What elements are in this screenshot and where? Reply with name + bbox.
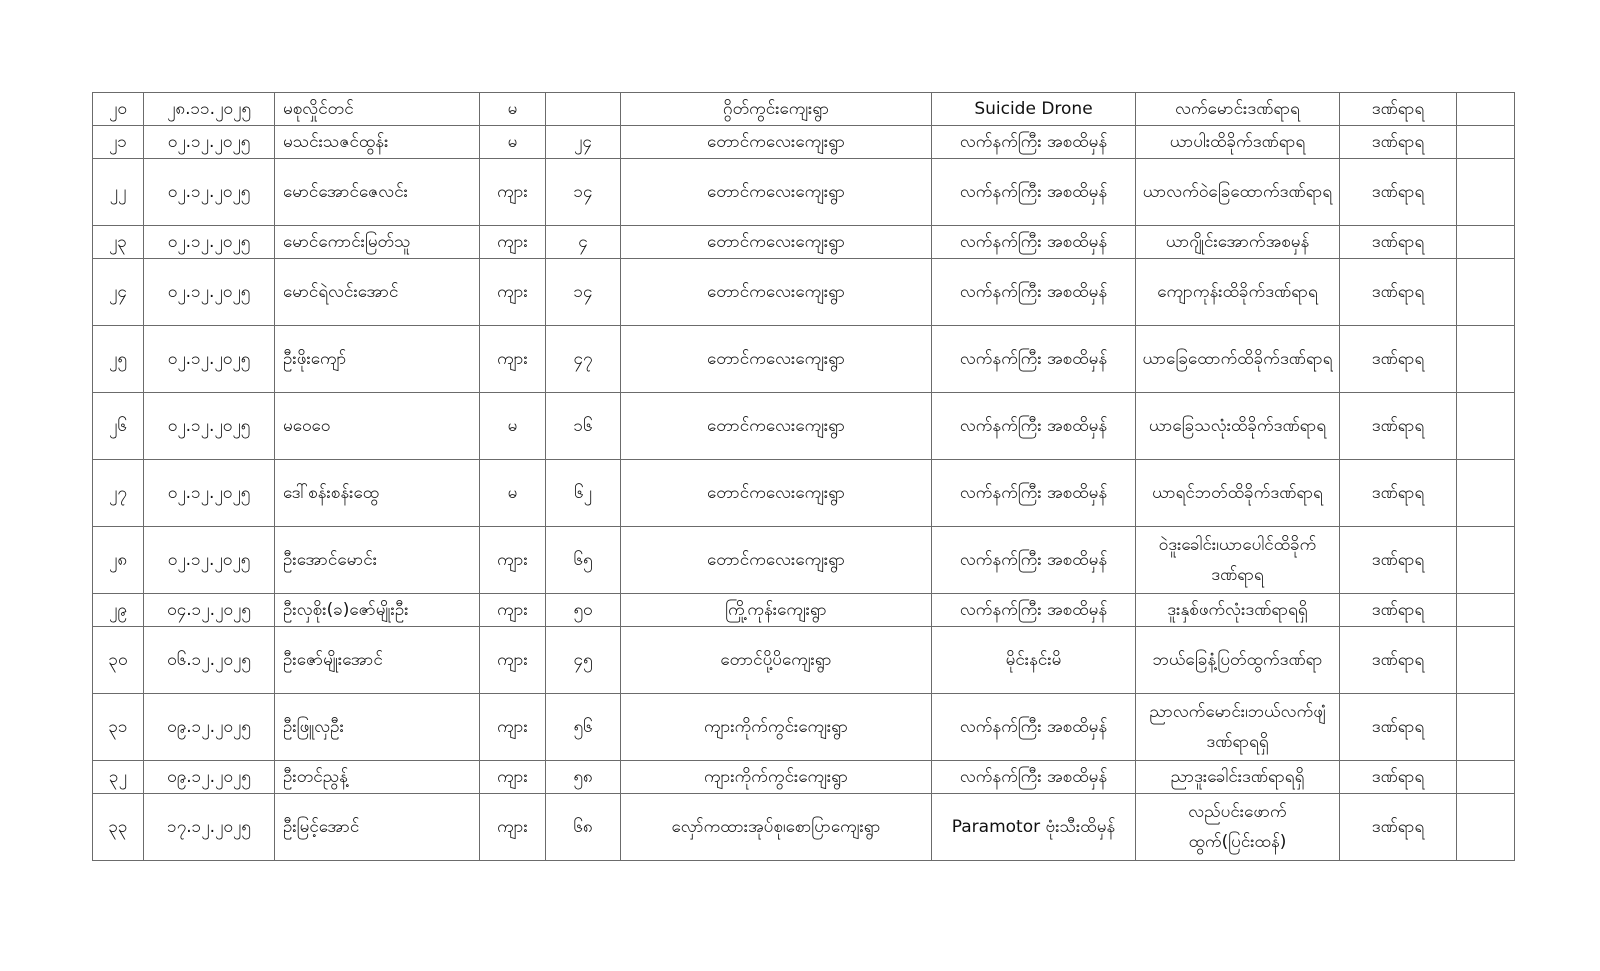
cell-injury-location: ဒူးနှစ်ဖက်လုံးဒဏ်ရာရရှိ: [1136, 594, 1340, 627]
cell-injury-location: ယာဂျိုင်းအောက်အစမှန်: [1136, 226, 1340, 259]
cell-number: ၃၂: [93, 761, 144, 794]
cell-name: ဦးအောင်မောင်း: [275, 527, 480, 594]
cell-age: ၄၇: [546, 326, 621, 393]
cell-date: ၀၂.၁၂.၂၀၂၅: [144, 259, 275, 326]
cell-status: ဒဏ်ရာရ: [1340, 259, 1457, 326]
table-row: [93, 159, 1515, 226]
cell-sex: မ: [480, 393, 546, 460]
cell-date: ၀၂.၁၂.၂၀၂၅: [144, 460, 275, 527]
cell-remarks: [1457, 93, 1515, 126]
cell-date: ၁၇.၁၂.၂၀၂၅: [144, 794, 275, 861]
cell-remarks: [1457, 627, 1515, 694]
cell-sex: မ: [480, 126, 546, 159]
table-row: [93, 527, 1515, 594]
cell-date: ၀၂.၁၂.၂၀၂၅: [144, 226, 275, 259]
cell-status: ဒဏ်ရာရ: [1340, 627, 1457, 694]
cell-weapon: လက်နက်ကြီး အစထိမှန်: [932, 259, 1136, 326]
cell-remarks: [1457, 226, 1515, 259]
cell-name: မစုလှိုင်တင်: [275, 93, 480, 126]
cell-status: ဒဏ်ရာရ: [1340, 159, 1457, 226]
table-row: [93, 460, 1515, 527]
cell-date: ၀၄.၁၂.၂၀၂၅: [144, 594, 275, 627]
cell-sex: ကျား: [480, 694, 546, 761]
cell-status: ဒဏ်ရာရ: [1340, 794, 1457, 861]
cell-date: ၀၂.၁၂.၂၀၂၅: [144, 326, 275, 393]
cell-date: ၀၂.၁၂.၂၀၂၅: [144, 393, 275, 460]
cell-weapon: Paramotor ဗုံးသီးထိမှန်: [932, 794, 1136, 861]
cell-injury-location: ယာပါးထိခိုက်ဒဏ်ရာရ: [1136, 126, 1340, 159]
cell-weapon: လက်နက်ကြီး အစထိမှန်: [932, 393, 1136, 460]
cell-village: ကျားကိုက်ကွင်းကျေးရွာ: [621, 761, 932, 794]
cell-injury-location: လည်ပင်းဖောက်ထွက်(ပြင်းထန်): [1136, 794, 1340, 861]
table-row: [93, 326, 1515, 393]
cell-age: ၁၄: [546, 259, 621, 326]
cell-number: ၂၅: [93, 326, 144, 393]
cell-number: ၃၀: [93, 627, 144, 694]
cell-age: [546, 93, 621, 126]
cell-date: ၂၈.၁၁.၂၀၂၅: [144, 93, 275, 126]
cell-age: ၁၆: [546, 393, 621, 460]
cell-number: ၂၆: [93, 393, 144, 460]
cell-name: ဦးလှစိုး(ခ)ဇော်မျိုးဦး: [275, 594, 480, 627]
cell-sex: ကျား: [480, 794, 546, 861]
table-row: [93, 93, 1515, 126]
cell-village: ဂွိတ်ကွင်းကျေးရွာ: [621, 93, 932, 126]
cell-age: ၆၂: [546, 460, 621, 527]
cell-village: တောင်ကလေးကျေးရွာ: [621, 226, 932, 259]
cell-injury-location: ကျောကုန်းထိခိုက်ဒဏ်ရာရ: [1136, 259, 1340, 326]
cell-name: မောင်အောင်ဇေလင်း: [275, 159, 480, 226]
table-row: [93, 694, 1515, 761]
cell-remarks: [1457, 594, 1515, 627]
casualty-table: [92, 92, 1515, 861]
cell-weapon: လက်နက်ကြီး အစထိမှန်: [932, 694, 1136, 761]
cell-remarks: [1457, 259, 1515, 326]
cell-village: တောင်ကလေးကျေးရွာ: [621, 393, 932, 460]
cell-weapon: လက်နက်ကြီး အစထိမှန်: [932, 126, 1136, 159]
cell-date: ၀၉.၁၂.၂၀၂၅: [144, 694, 275, 761]
cell-number: ၂၇: [93, 460, 144, 527]
cell-remarks: [1457, 761, 1515, 794]
cell-sex: ကျား: [480, 627, 546, 694]
cell-remarks: [1457, 460, 1515, 527]
cell-injury-location: ညာဒူးခေါင်းဒဏ်ရာရရှိ: [1136, 761, 1340, 794]
cell-injury-location: လက်မောင်းဒဏ်ရာရ: [1136, 93, 1340, 126]
cell-name: ဦးဖိုးကျော်: [275, 326, 480, 393]
table-row: [93, 393, 1515, 460]
cell-weapon: လက်နက်ကြီး အစထိမှန်: [932, 761, 1136, 794]
cell-remarks: [1457, 126, 1515, 159]
cell-remarks: [1457, 393, 1515, 460]
cell-name: ဦးမြင့်အောင်: [275, 794, 480, 861]
cell-remarks: [1457, 326, 1515, 393]
cell-sex: ကျား: [480, 226, 546, 259]
cell-age: ၅၈: [546, 761, 621, 794]
cell-name: မောင်ရဲလင်းအောင်: [275, 259, 480, 326]
cell-remarks: [1457, 159, 1515, 226]
cell-sex: မ: [480, 93, 546, 126]
cell-status: ဒဏ်ရာရ: [1340, 226, 1457, 259]
cell-name: မဝေဝေ: [275, 393, 480, 460]
table-row: [93, 761, 1515, 794]
cell-number: ၃၃: [93, 794, 144, 861]
cell-status: ဒဏ်ရာရ: [1340, 126, 1457, 159]
cell-status: ဒဏ်ရာရ: [1340, 460, 1457, 527]
cell-injury-location: ယာခြေသလုံးထိခိုက်ဒဏ်ရာရ: [1136, 393, 1340, 460]
cell-weapon: လက်နက်ကြီး အစထိမှန်: [932, 527, 1136, 594]
cell-village: တောင်ပို့ပိကျေးရွာ: [621, 627, 932, 694]
cell-status: ဒဏ်ရာရ: [1340, 594, 1457, 627]
cell-weapon: မိုင်းနင်းမိ: [932, 627, 1136, 694]
cell-number: ၂၄: [93, 259, 144, 326]
cell-sex: ကျား: [480, 527, 546, 594]
table-row: [93, 794, 1515, 861]
cell-age: ၆၈: [546, 794, 621, 861]
cell-date: ၀၂.၁၂.၂၀၂၅: [144, 159, 275, 226]
cell-date: ၀၂.၁၂.၂၀၂၅: [144, 126, 275, 159]
cell-status: ဒဏ်ရာရ: [1340, 694, 1457, 761]
cell-status: ဒဏ်ရာရ: [1340, 93, 1457, 126]
cell-name: ဦးဇော်မျိုးအောင်: [275, 627, 480, 694]
cell-village: တောင်ကလေးကျေးရွာ: [621, 159, 932, 226]
cell-date: ၀၆.၁၂.၂၀၂၅: [144, 627, 275, 694]
cell-injury-location: ဘယ်ခြေနံ့ပြတ်ထွက်ဒဏ်ရာ: [1136, 627, 1340, 694]
cell-weapon: လက်နက်ကြီး အစထိမှန်: [932, 326, 1136, 393]
cell-village: ကျားကိုက်ကွင်းကျေးရွာ: [621, 694, 932, 761]
table-row: [93, 594, 1515, 627]
cell-sex: ကျား: [480, 159, 546, 226]
cell-village: ကြို့ကုန်းကျေးရွာ: [621, 594, 932, 627]
table-body: [93, 93, 1515, 861]
cell-age: ၄: [546, 226, 621, 259]
cell-age: ၄၅: [546, 627, 621, 694]
cell-remarks: [1457, 527, 1515, 594]
cell-remarks: [1457, 694, 1515, 761]
cell-number: ၂၃: [93, 226, 144, 259]
cell-sex: ကျား: [480, 761, 546, 794]
cell-village: တောင်ကလေးကျေးရွာ: [621, 126, 932, 159]
cell-village: တောင်ကလေးကျေးရွာ: [621, 527, 932, 594]
cell-weapon: လက်နက်ကြီး အစထိမှန်: [932, 594, 1136, 627]
cell-status: ဒဏ်ရာရ: [1340, 761, 1457, 794]
cell-village: တောင်ကလေးကျေးရွာ: [621, 326, 932, 393]
cell-number: ၂၈: [93, 527, 144, 594]
cell-village: လှော်ကထားအုပ်စု၊စောပြာကျေးရွာ: [621, 794, 932, 861]
cell-status: ဒဏ်ရာရ: [1340, 393, 1457, 460]
cell-injury-location: ယာခြေထောက်ထိခိုက်ဒဏ်ရာရ: [1136, 326, 1340, 393]
table-row: [93, 627, 1515, 694]
cell-number: ၂၂: [93, 159, 144, 226]
cell-status: ဒဏ်ရာရ: [1340, 527, 1457, 594]
cell-number: ၂၉: [93, 594, 144, 627]
cell-sex: ကျား: [480, 259, 546, 326]
cell-number: ၂၁: [93, 126, 144, 159]
cell-sex: မ: [480, 460, 546, 527]
cell-weapon: လက်နက်ကြီး အစထိမှန်: [932, 159, 1136, 226]
cell-age: ၅၀: [546, 594, 621, 627]
cell-name: ဒေါ်စန်းစန်းထွေ: [275, 460, 480, 527]
cell-age: ၆၅: [546, 527, 621, 594]
cell-sex: ကျား: [480, 594, 546, 627]
cell-status: ဒဏ်ရာရ: [1340, 326, 1457, 393]
table-row: [93, 126, 1515, 159]
cell-weapon: လက်နက်ကြီး အစထိမှန်: [932, 460, 1136, 527]
cell-name: မသင်းသဇင်ထွန်း: [275, 126, 480, 159]
cell-injury-location: ဝဲဒူးခေါင်း၊ယာပေါင်ထိခိုက်ဒဏ်ရာရ: [1136, 527, 1340, 594]
cell-weapon: Suicide Drone: [932, 93, 1136, 126]
cell-name: မောင်ကောင်းမြတ်သူ: [275, 226, 480, 259]
cell-name: ဦးတင်ညွန့်: [275, 761, 480, 794]
cell-injury-location: ယာလက်ဝဲခြေထောက်ဒဏ်ရာရ: [1136, 159, 1340, 226]
cell-name: ဦးဖြူလှဦး: [275, 694, 480, 761]
cell-village: တောင်ကလေးကျေးရွာ: [621, 259, 932, 326]
cell-age: ၅၆: [546, 694, 621, 761]
cell-weapon: လက်နက်ကြီး အစထိမှန်: [932, 226, 1136, 259]
cell-injury-location: ယာရင်ဘတ်ထိခိုက်ဒဏ်ရာရ: [1136, 460, 1340, 527]
cell-date: ၀၂.၁၂.၂၀၂၅: [144, 527, 275, 594]
cell-injury-location: ညာလက်မောင်း၊ဘယ်လက်ဖျံဒဏ်ရာရရှိ: [1136, 694, 1340, 761]
table-row: [93, 226, 1515, 259]
cell-date: ၀၉.၁၂.၂၀၂၅: [144, 761, 275, 794]
cell-sex: ကျား: [480, 326, 546, 393]
cell-age: ၁၄: [546, 159, 621, 226]
cell-remarks: [1457, 794, 1515, 861]
cell-village: တောင်ကလေးကျေးရွာ: [621, 460, 932, 527]
cell-age: ၂၄: [546, 126, 621, 159]
cell-number: ၂၀: [93, 93, 144, 126]
table-row: [93, 259, 1515, 326]
cell-number: ၃၁: [93, 694, 144, 761]
